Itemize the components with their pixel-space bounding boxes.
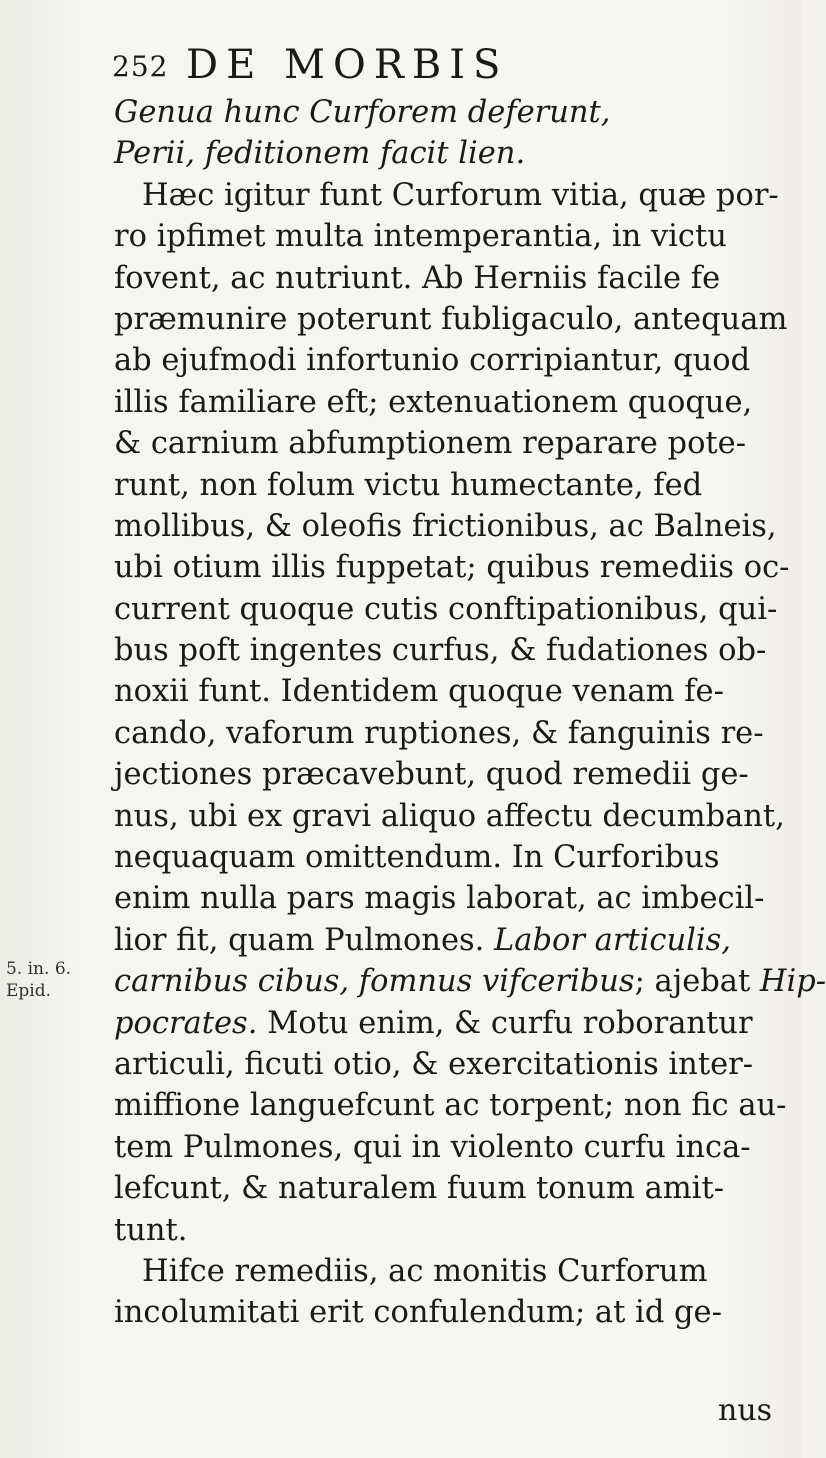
page-header <box>112 38 672 92</box>
paragraph-line: fovent, ac nutriunt. Ab Herniis facile fe <box>114 260 721 296</box>
paragraph-line: enim nulla pars magis laborat, ac imbecil- <box>114 881 765 917</box>
paragraph-line: cando, vaforum ruptiones, & fanguinis re- <box>114 715 764 751</box>
paragraph-line: articuli, ficuti otio, & exercitationis inter- <box>114 1046 754 1082</box>
margin-reference-line-2: Epid. <box>6 981 52 1001</box>
margin-reference <box>6 958 71 1002</box>
quotation-italic: carnibus cibus, fomnus vifceribus <box>114 964 635 1000</box>
paragraph-line <box>114 961 826 1002</box>
body-text <box>114 92 826 1334</box>
paragraph-line: miffione languefcunt ac torpent; non fic au- <box>114 1088 787 1124</box>
paragraph-line: ro ipfimet multa intemperantia, in victu <box>114 219 727 255</box>
paragraph-line: Hifce remediis, ac monitis Curforum <box>142 1253 708 1289</box>
paragraph-line: noxii funt. Identidem quoque venam fe- <box>114 674 724 710</box>
paragraph-line <box>114 1003 784 1044</box>
paragraph-line: præmunire poterunt fubligaculo, antequam <box>114 301 788 337</box>
paragraph-line: nus, ubi ex gravi aliquo affectu decumbant, <box>114 798 785 834</box>
author-name-italic: pocrates. <box>114 1005 258 1041</box>
paragraph-line: illis familiare eft; extenuationem quoque, <box>114 384 753 420</box>
paragraph-line: jectiones præcavebunt, quod remedii ge- <box>114 757 749 793</box>
paragraph-line <box>114 920 784 961</box>
verse-line: Genua hunc Curforem deferunt, <box>114 95 611 130</box>
text-run: Motu enim, & curfu roborantur <box>257 1005 753 1041</box>
running-title: DE MORBIS <box>186 42 509 88</box>
paragraph-line: ubi otium illis fuppetat; quibus remediis oc- <box>114 550 790 586</box>
author-name-italic: Hip- <box>759 964 826 1000</box>
paragraph-line: nequaquam omittendum. In Curforibus <box>114 840 720 876</box>
text-run: ; ajebat <box>634 964 760 1000</box>
text-run: lior fit, quam Pulmones. <box>114 922 495 958</box>
paragraph-line: Hæc igitur funt Curforum vitia, quæ por- <box>142 177 779 213</box>
paragraph-line: tem Pulmones, qui in violento curfu inca- <box>114 1129 751 1165</box>
verse-line: Perii, feditionem facit lien. <box>114 136 526 172</box>
paragraph-line: bus poft ingentes curfus, & fudationes ob- <box>114 633 767 669</box>
paragraph-line: tunt. <box>114 1212 188 1248</box>
margin-reference-line-1: 5. in. 6. <box>6 959 72 979</box>
paragraph-line: incolumitati erit confulendum; at id ge- <box>114 1295 722 1331</box>
quotation-italic: Labor articulis, <box>494 922 732 958</box>
catchword: nus <box>718 1393 773 1428</box>
paragraph-line: current quoque cutis conftipationibus, qui- <box>114 591 778 627</box>
paragraph-line: mollibus, & oleofis frictionibus, ac Balneis, <box>114 508 777 544</box>
paragraph-line: & carnium abfumptionem reparare pote- <box>114 426 747 462</box>
paragraph-line: lefcunt, & naturalem fuum tonum amit- <box>114 1171 724 1207</box>
paragraph-line: ab ejufmodi infortunio corripiantur, quod <box>114 343 751 379</box>
paragraph-line: runt, non folum victu humectante, fed <box>114 467 703 503</box>
page-number: 252 <box>112 50 169 83</box>
